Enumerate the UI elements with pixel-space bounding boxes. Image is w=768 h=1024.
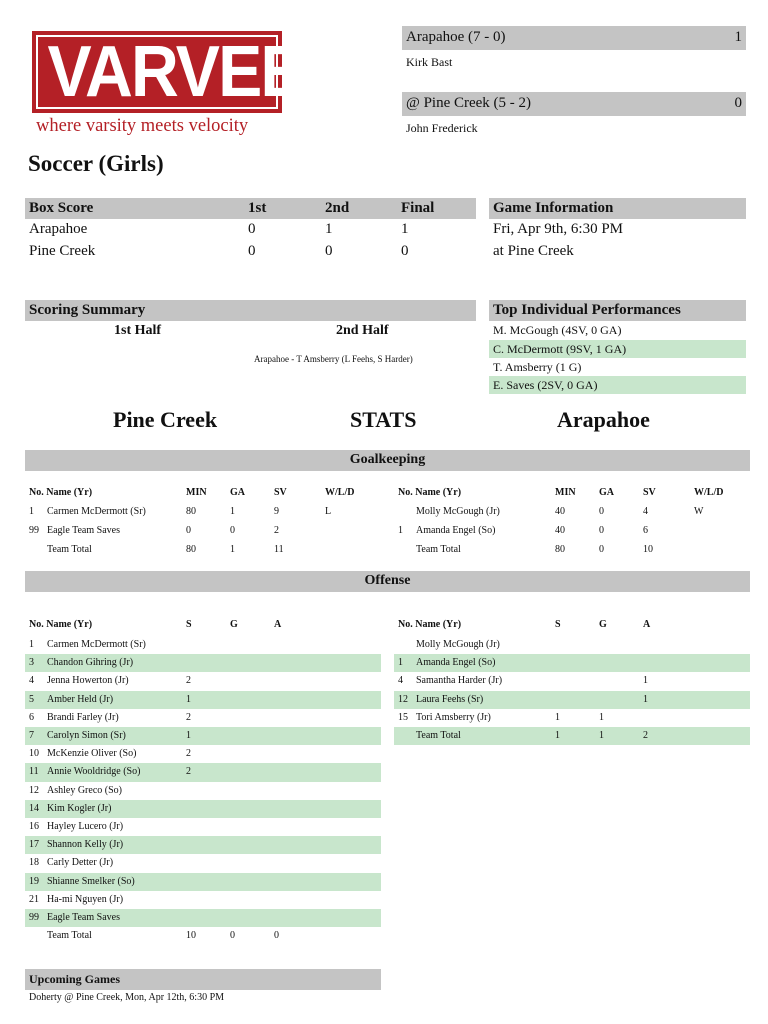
stat-g: 0 — [230, 930, 235, 942]
player-name[interactable]: Carly Detter (Jr) — [47, 857, 114, 869]
player-number: 14 — [29, 802, 39, 814]
stat-min: 40 — [555, 506, 565, 517]
column-header: SV — [643, 487, 656, 498]
table-row — [394, 672, 750, 690]
away-team-bar — [402, 92, 746, 116]
table-row — [25, 636, 381, 654]
home-team-score: 1 — [734, 29, 742, 45]
stat-g: 1 — [599, 730, 604, 741]
player-name[interactable]: Carmen McDermott (Sr) — [47, 639, 146, 650]
box-score-p1: 0 — [248, 243, 256, 259]
player-name[interactable]: Molly McGough (Jr) — [416, 639, 500, 650]
player-number: 16 — [29, 821, 39, 832]
column-header: SV — [274, 487, 287, 498]
box-score-row — [25, 242, 476, 264]
column-header: No. Name (Yr) — [29, 487, 93, 498]
stat-a: 0 — [274, 930, 279, 942]
stat-ga: 0 — [599, 525, 604, 536]
column-header: W/L/D — [694, 487, 724, 498]
varvee-logo[interactable] — [32, 31, 303, 113]
column-header: A — [643, 619, 651, 630]
column-header: S — [555, 619, 561, 630]
box-score-col-final: Final — [401, 200, 435, 216]
table-row — [394, 503, 750, 522]
away-team-name[interactable]: @ Pine Creek (5 - 2) — [406, 95, 532, 111]
player-number: 1 — [29, 639, 34, 650]
player-name[interactable]: Team Total — [47, 544, 92, 555]
player-number: 7 — [29, 730, 34, 741]
column-header: No. Name (Yr) — [29, 619, 93, 630]
box-score-p2: 1 — [325, 221, 333, 237]
table-row — [394, 709, 750, 727]
player-name[interactable]: Jenna Howerton (Jr) — [47, 675, 129, 687]
player-number: 4 — [29, 675, 34, 687]
player-number: 15 — [398, 711, 408, 723]
stat-a: 1 — [643, 675, 648, 687]
player-number: 99 — [29, 912, 39, 923]
player-name[interactable]: Ashley Greco (So) — [47, 784, 122, 796]
box-score-header — [25, 198, 476, 219]
player-name[interactable]: Shannon Kelly (Jr) — [47, 839, 124, 851]
stat-a: 1 — [643, 693, 648, 705]
stat-min: 80 — [186, 544, 196, 555]
table-row — [25, 709, 381, 727]
table-row — [25, 927, 381, 945]
stat-s: 10 — [186, 930, 196, 942]
offense-table-left — [25, 616, 381, 956]
player-name[interactable]: Team Total — [416, 730, 461, 741]
player-number: 1 — [398, 657, 403, 669]
table-header-row — [25, 484, 381, 502]
stat-ga: 0 — [230, 525, 235, 536]
stat-s: 2 — [186, 711, 191, 723]
stat-sv: 11 — [274, 544, 284, 555]
player-name[interactable]: Ha-mi Nguyen (Jr) — [47, 893, 124, 905]
second-half-label: 2nd Half — [336, 323, 389, 338]
logo-text: VARVEE — [47, 32, 303, 112]
player-number: 1 — [29, 506, 34, 517]
table-row — [25, 782, 381, 800]
goalkeeping-title: Goalkeeping — [349, 452, 426, 467]
game-date: Fri, Apr 9th, 6:30 PM — [493, 221, 624, 237]
column-header: G — [599, 619, 607, 630]
player-number: 19 — [29, 875, 39, 887]
away-team-score: 0 — [734, 95, 742, 111]
first-half-label: 1st Half — [114, 323, 162, 338]
box-score-col-2nd: 2nd — [325, 200, 350, 216]
table-row — [25, 672, 381, 690]
player-name[interactable]: Molly McGough (Jr) — [416, 506, 500, 517]
table-row — [394, 654, 750, 672]
upcoming-games-header — [25, 969, 381, 990]
table-row — [25, 522, 381, 541]
player-name[interactable]: Amber Held (Jr) — [47, 693, 114, 705]
table-row — [25, 873, 381, 891]
table-row — [25, 909, 381, 927]
player-number: 4 — [398, 675, 403, 687]
box-score-team[interactable]: Arapahoe — [29, 221, 88, 237]
upcoming-game-link[interactable]: Doherty @ Pine Creek, Mon, Apr 12th, 6:30 PM — [29, 992, 225, 1003]
logo-border — [36, 32, 303, 112]
table-row — [25, 727, 381, 745]
player-name[interactable]: Annie Wooldridge (So) — [47, 766, 141, 778]
player-name[interactable]: Carmen McDermott (Sr) — [47, 506, 146, 517]
column-header: MIN — [555, 487, 576, 498]
player-number: 11 — [29, 766, 39, 778]
stat-sv: 9 — [274, 506, 279, 517]
player-number: 99 — [29, 525, 39, 536]
player-name[interactable]: Kim Kogler (Jr) — [47, 802, 112, 814]
table-row — [25, 541, 381, 560]
table-row — [25, 503, 381, 522]
scoring-summary-header — [25, 300, 476, 321]
offense-header — [25, 571, 750, 592]
stat-a: 2 — [643, 730, 648, 741]
box-score-title: Box Score — [29, 200, 94, 216]
table-row — [394, 691, 750, 709]
player-number: 12 — [398, 693, 408, 705]
goalkeeping-table-right — [394, 484, 750, 564]
goalkeeping-header — [25, 450, 750, 471]
performance-text: E. Saves (2SV, 0 GA) — [493, 378, 598, 392]
stat-s: 1 — [555, 730, 560, 741]
player-number: 6 — [29, 711, 34, 723]
home-coach: Kirk Bast — [406, 55, 453, 69]
player-number: 12 — [29, 784, 39, 796]
column-header: GA — [230, 487, 245, 498]
player-name[interactable]: Eagle Team Saves — [47, 525, 120, 536]
stat-s: 2 — [186, 675, 191, 687]
logo-tagline: where varsity meets velocity — [36, 116, 249, 136]
column-header: No. Name (Yr) — [398, 487, 462, 498]
stat-min: 80 — [555, 544, 565, 555]
table-header-row — [394, 484, 750, 502]
stat-min: 80 — [186, 506, 196, 517]
stat-sv: 6 — [643, 525, 648, 536]
player-name[interactable]: Chandon Gihring (Jr) — [47, 657, 134, 669]
game-info-title: Game Information — [493, 200, 614, 216]
table-row — [25, 818, 381, 836]
stat-wld: L — [325, 506, 332, 517]
top-performances-header — [489, 300, 746, 321]
player-name[interactable]: Hayley Lucero (Jr) — [47, 821, 124, 832]
player-name[interactable]: Brandi Farley (Jr) — [47, 711, 119, 723]
home-team-name[interactable]: Arapahoe (7 - 0) — [406, 29, 506, 45]
box-score-row — [25, 220, 476, 242]
column-header: W/L/D — [325, 487, 355, 498]
home-team-bar — [402, 26, 746, 50]
player-number: 18 — [29, 857, 39, 869]
stat-ga: 1 — [230, 544, 235, 555]
player-number: 5 — [29, 693, 34, 705]
player-name[interactable]: Team Total — [416, 544, 461, 555]
performance-text: T. Amsberry (1 G) — [493, 360, 582, 374]
player-name[interactable]: Shianne Smelker (So) — [47, 875, 135, 887]
performance-item — [489, 340, 746, 358]
table-row — [25, 691, 381, 709]
performance-text: M. McGough (4SV, 0 GA) — [493, 323, 622, 337]
player-number: 10 — [29, 748, 39, 760]
box-score-p2: 0 — [325, 243, 333, 259]
stat-min: 40 — [555, 525, 565, 536]
game-info-header — [489, 198, 746, 219]
box-score-team[interactable]: Pine Creek — [29, 243, 96, 259]
stat-sv: 10 — [643, 544, 653, 555]
offense-table-right — [394, 616, 750, 746]
top-performances-title: Top Individual Performances — [493, 302, 681, 318]
box-score-final: 0 — [401, 243, 409, 259]
player-number: 3 — [29, 657, 34, 669]
performance-item — [489, 376, 746, 394]
table-row — [25, 891, 381, 909]
stat-min: 0 — [186, 525, 191, 536]
player-name[interactable]: Eagle Team Saves — [47, 912, 120, 923]
performance-item — [489, 358, 746, 376]
table-row — [25, 654, 381, 672]
player-name[interactable]: Tori Amsberry (Jr) — [416, 711, 491, 723]
stat-s: 1 — [555, 711, 560, 723]
stat-s: 2 — [186, 748, 191, 760]
stat-s: 1 — [186, 693, 191, 705]
stats-team-left: Pine Creek — [113, 407, 218, 432]
player-name[interactable]: McKenzie Oliver (So) — [47, 748, 137, 760]
page-title: Soccer (Girls) — [28, 151, 164, 176]
table-row — [394, 727, 750, 745]
column-header: S — [186, 619, 192, 630]
stat-ga: 0 — [599, 544, 604, 555]
performance-item — [489, 321, 746, 340]
player-number: 21 — [29, 893, 39, 905]
game-location: at Pine Creek — [493, 243, 574, 259]
box-score-p1: 0 — [248, 221, 256, 237]
scoring-summary-title: Scoring Summary — [29, 302, 146, 318]
column-header: GA — [599, 487, 614, 498]
table-row — [394, 541, 750, 560]
table-row — [25, 800, 381, 818]
table-row — [394, 522, 750, 541]
stat-ga: 1 — [230, 506, 235, 517]
table-row — [394, 636, 750, 654]
stat-wld: W — [694, 506, 704, 517]
column-header: A — [274, 619, 282, 630]
player-name[interactable]: Amanda Engel (So) — [416, 657, 496, 669]
player-name[interactable]: Team Total — [47, 930, 92, 942]
scoring-play: Arapahoe - T Amsberry (L Feehs, S Harder) — [254, 354, 413, 364]
stat-sv: 2 — [274, 525, 279, 536]
away-coach: John Frederick — [406, 121, 478, 135]
offense-title: Offense — [364, 573, 411, 588]
column-header: No. Name (Yr) — [398, 619, 462, 630]
stats-title: STATS — [350, 407, 417, 432]
box-score-col-1st: 1st — [248, 200, 267, 216]
stat-sv: 4 — [643, 506, 648, 517]
stat-s: 1 — [186, 730, 191, 741]
stat-g: 1 — [599, 711, 604, 723]
table-row — [25, 836, 381, 854]
table-row — [25, 763, 381, 781]
column-header: MIN — [186, 487, 207, 498]
table-header-row — [25, 616, 381, 634]
stats-team-right: Arapahoe — [557, 407, 650, 432]
box-score-final: 1 — [401, 221, 409, 237]
stat-s: 2 — [186, 766, 191, 778]
performance-text: C. McDermott (9SV, 1 GA) — [493, 342, 627, 356]
stat-ga: 0 — [599, 506, 604, 517]
player-number: 17 — [29, 839, 39, 851]
table-row — [25, 854, 381, 872]
player-number: 1 — [398, 525, 403, 536]
player-name[interactable]: Amanda Engel (So) — [416, 525, 496, 536]
upcoming-games-title: Upcoming Games — [29, 972, 120, 986]
player-name[interactable]: Samantha Harder (Jr) — [416, 675, 503, 687]
player-name[interactable]: Laura Feehs (Sr) — [416, 693, 484, 705]
column-header: G — [230, 619, 238, 630]
table-header-row — [394, 616, 750, 634]
player-name[interactable]: Carolyn Simon (Sr) — [47, 730, 126, 741]
table-row — [25, 745, 381, 763]
goalkeeping-table-left — [25, 484, 381, 564]
